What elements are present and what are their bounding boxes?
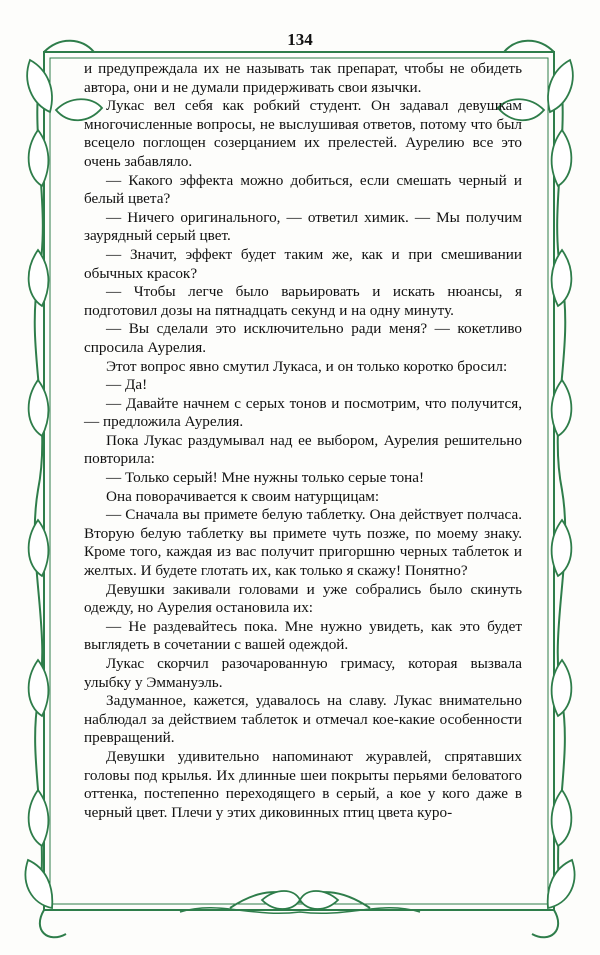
paragraph: — Значит, эффект будет таким же, как и при смешивании обычных красок? [84, 245, 522, 282]
bottom-left-scroll [40, 910, 66, 937]
paragraph: и предупреждала их не называть так препарат, чтобы не обидеть автора, они и не думали придерживать свои язычки. [84, 60, 522, 96]
paragraph: — Сначала вы примете белую таблетку. Она действует полчаса. Вторую белую таблетку вы примете чуть позже, по моему знаку. Кроме того, каждая из вас получит пригоршню черных таблеток и желтых. И будете глотать их, как только я скажу! Понятно? [84, 506, 522, 580]
leaf-left-4 [29, 520, 49, 576]
bottom-right-scroll [532, 910, 558, 937]
leaf-left-5 [29, 660, 49, 716]
paragraph: — Давайте начнем с серых тонов и посмотрим, что получится, — предложила Аурелия. [84, 394, 522, 431]
leaf-bottom-right [548, 860, 575, 908]
paragraph: — Ничего оригинального, — ответил химик. — Мы получим заурядный серый цвет. [84, 208, 522, 245]
paragraph: — Чтобы легче было варьировать и искать нюансы, я подготовил дозы на пятнадцать секунд и на одну минуту. [84, 283, 522, 319]
leaf-top-right-1 [548, 60, 573, 112]
paragraph: Задуманное, кажется, удавалось на славу. Лукас внимательно наблюдал за действием таблеток и отмечал кое-какие особенности превращений. [84, 692, 522, 747]
paragraph: — Только серый! Мне нужны только серые тона! [106, 469, 425, 487]
body-text [84, 60, 522, 822]
paragraph: — Не раздевайтесь пока. Мне нужно увидеть, как это будет выглядеть в сочетании с вашей одеждой. [84, 617, 522, 654]
paragraph: — Какого эффекта можно добиться, если смешать черный и белый цвета? [84, 171, 522, 208]
paragraph: Этот вопрос явно смутил Лукаса, и он только коротко бросил: [106, 357, 508, 375]
paragraph: Девушки удивительно напоминают журавлей, спрятавших головы под крылья. Их длинные шеи покрыты перьями беловатого оттенка, постепенно переходящего в серый, а кое у кого даже в черный цвет. Плечи у этих диковинных птиц цвета куро- [84, 747, 522, 821]
leaf-top-left-1 [27, 60, 52, 112]
right-vine [557, 70, 565, 900]
paragraph: Лукас вел себя как робкий студент. Он задавал девушкам многочисленные вопросы, не выслушивая ответов, потому что был всецело поглощен созерцанием их прелестей. Аурелию все это очень забавляло. [84, 97, 522, 170]
leaf-bottom-center-right [300, 891, 338, 909]
leaf-left-1 [29, 130, 49, 186]
leaf-left-3 [29, 380, 49, 436]
left-vine [35, 70, 43, 900]
paragraph: Она поворачивается к своим натурщицам: [106, 487, 380, 505]
paragraph: Девушки закивали головами и уже собрались было скинуть одежду, но Аурелия остановила их: [84, 580, 522, 617]
paragraph: — Вы сделали это исключительно ради меня? — кокетливо спросила Аурелия. [84, 320, 522, 356]
leaf-left-2 [29, 250, 49, 306]
page-number: 134 [287, 30, 313, 49]
leaf-bottom-left [25, 860, 52, 908]
leaf-left-6 [29, 790, 49, 846]
leaf-bottom-center-left [262, 891, 300, 909]
paragraph: Лукас скорчил разочарованную гримасу, которая вызвала улыбку у Эммануэль. [84, 655, 522, 691]
paragraph: Пока Лукас раздумывал над ее выбором, Аурелия решительно повторила: [84, 431, 522, 468]
paragraph: — Да! [106, 376, 148, 394]
